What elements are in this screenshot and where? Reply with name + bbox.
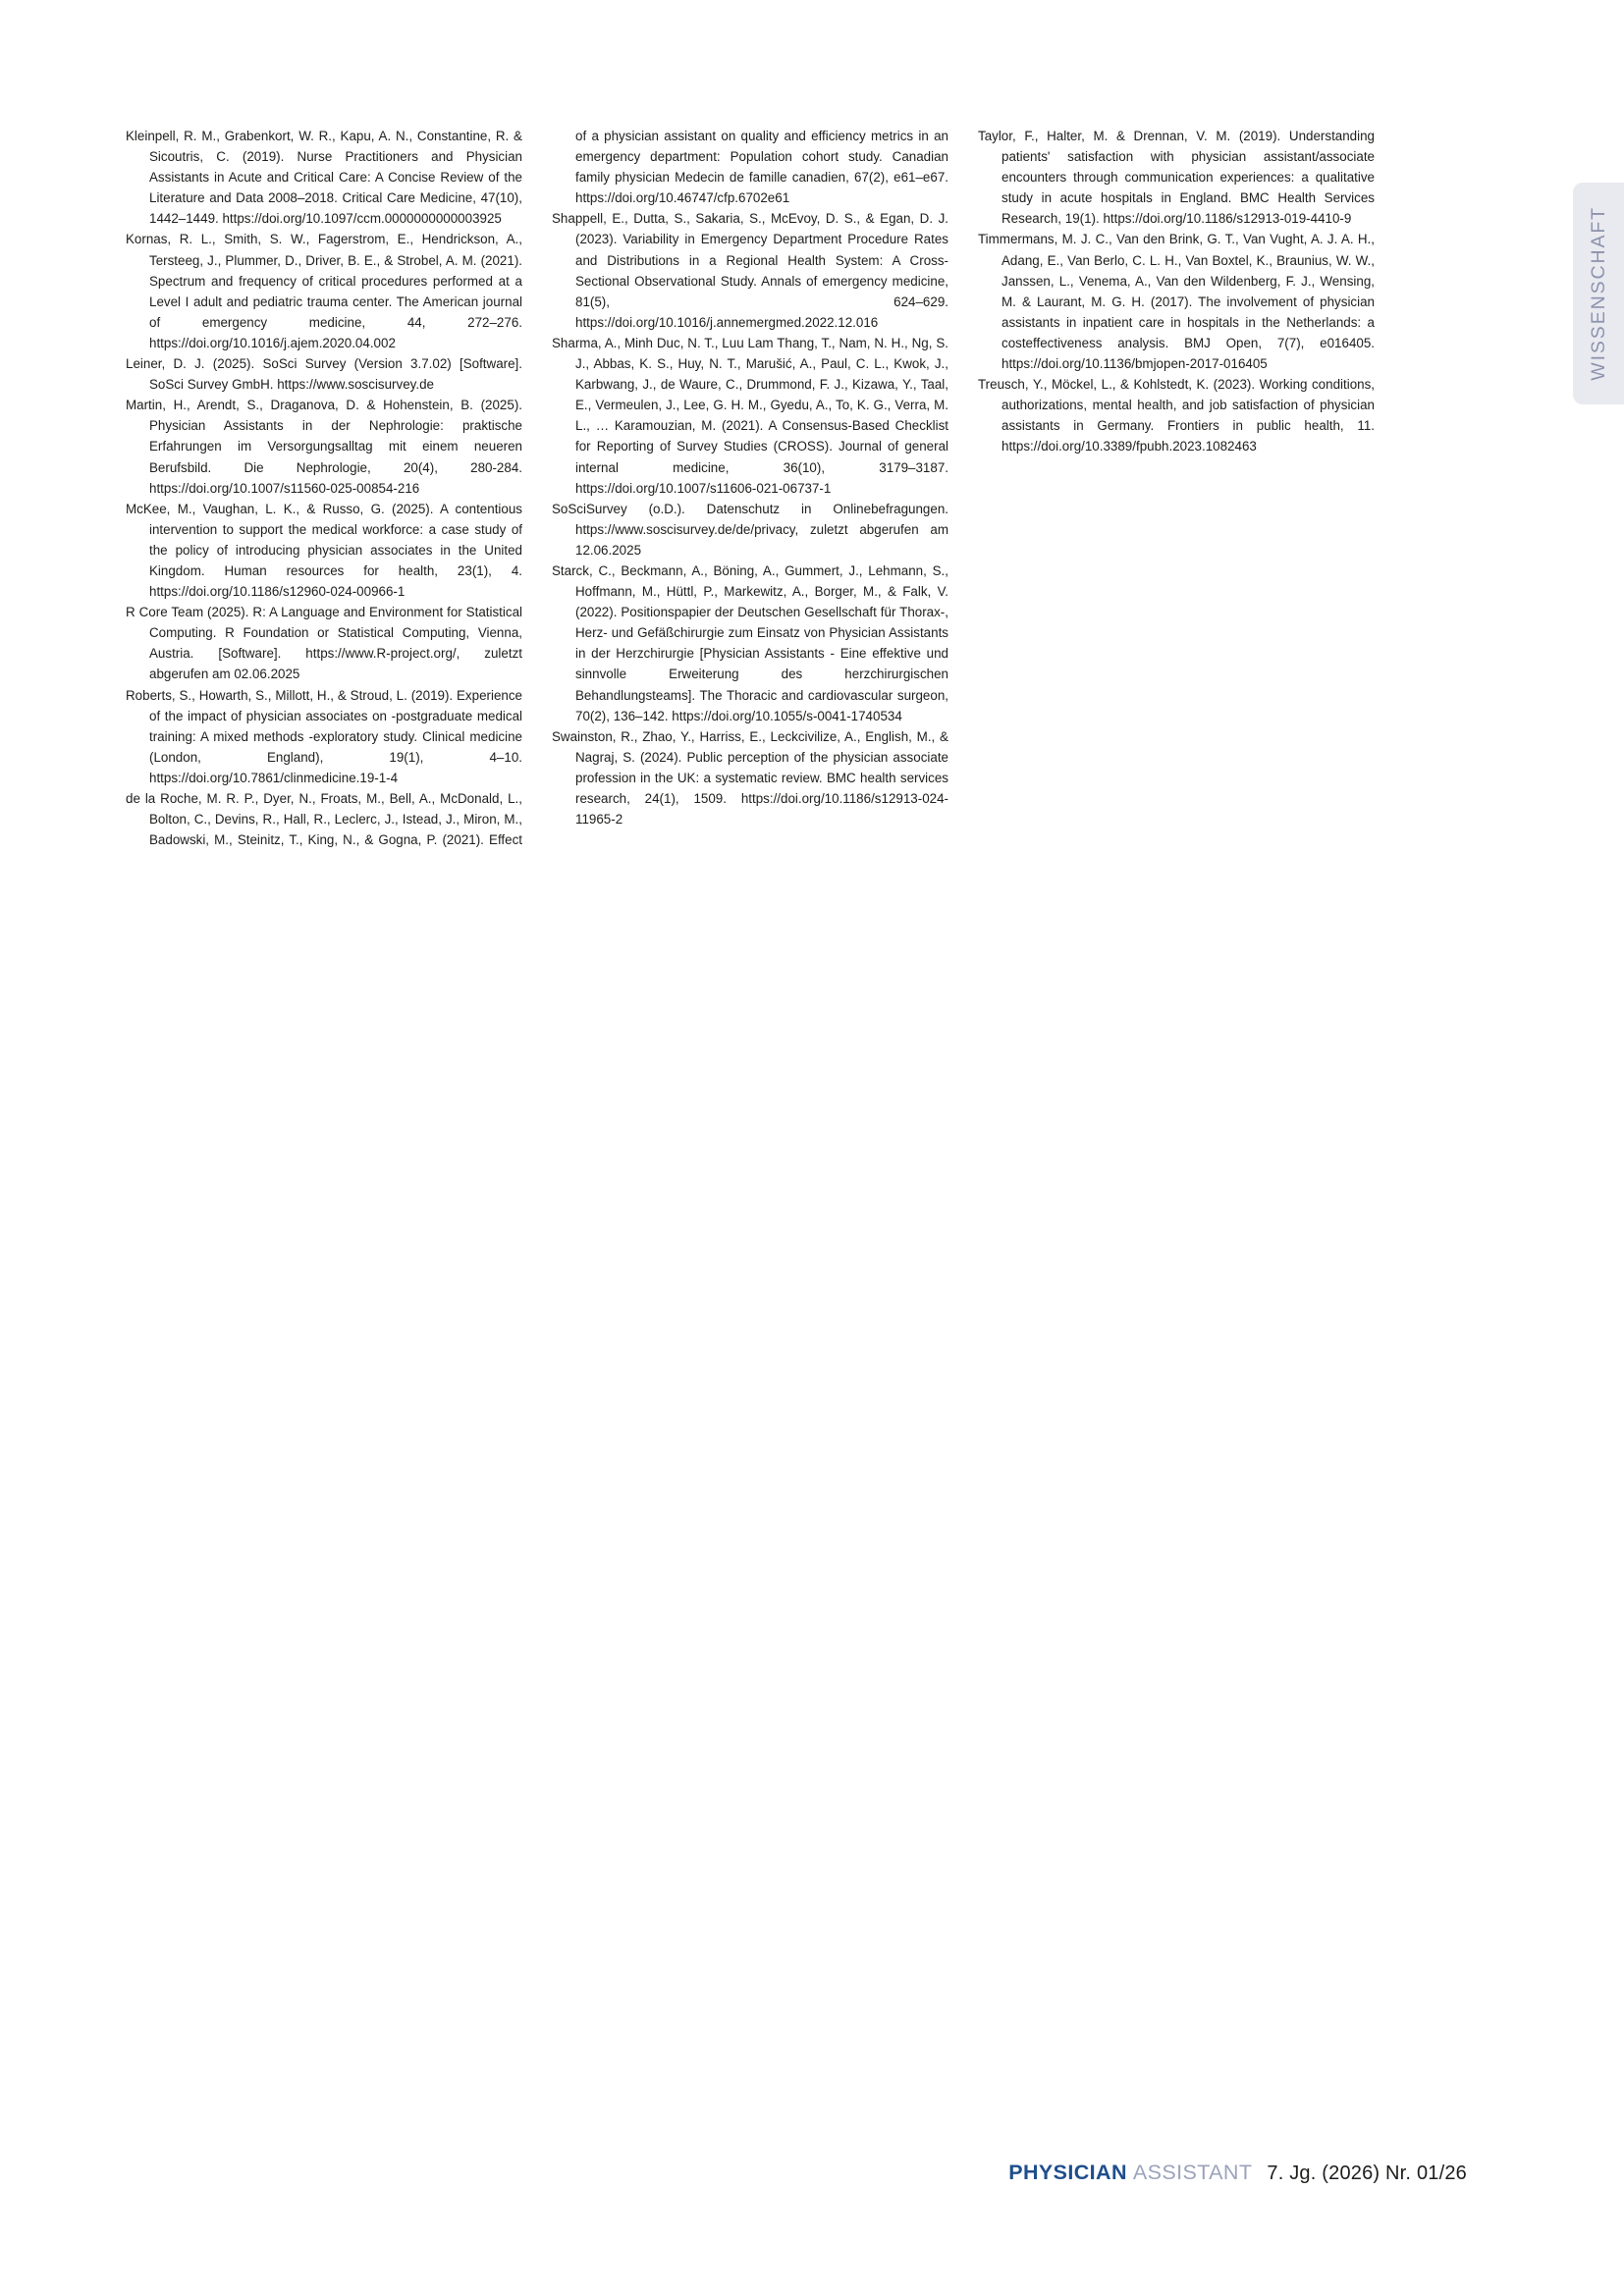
brand-secondary: ASSISTANT bbox=[1132, 2161, 1253, 2184]
page-footer bbox=[0, 2161, 1624, 2185]
issue-info: 7. Jg. (2026) Nr. 01/26 bbox=[1267, 2163, 1467, 2184]
reference-entry: Taylor, F., Halter, M. & Drennan, V. M. (2019). Understanding patients' satisfaction with physician assistant/associate encounters through communication experiences: a qualitative study in acute hospitals in England. BMC Health Services Research, 19(1). https://doi.org/10.1186/s12913-019-4410-9 bbox=[978, 129, 1375, 227]
section-side-tab bbox=[1573, 183, 1624, 404]
side-tab-label: WISSENSCHAFT bbox=[1587, 206, 1609, 381]
brand-primary: PHYSICIAN bbox=[1008, 2161, 1127, 2184]
reference-entry: Starck, C., Beckmann, A., Böning, A., Gummert, J., Lehmann, S., Hoffmann, M., Hüttl, P., Markewitz, A., Borger, M., & Falk, V. (2022). Positionspapier der Deutschen Gesellschaft für Thorax-, Herz- und Gefäßchirurgie zum Einsatz von Physician Assistants in der Herzchirurgie [Physician Assistants - Eine effektive und sinnvolle Erweiterung des herzchirurgischen Behandlungsteams]. The Thoracic and cardiovascular surgeon, 70(2), 136–142. https://doi.org/10.1055/s-0041-1740534 bbox=[552, 562, 948, 723]
reference-list bbox=[126, 126, 1375, 852]
reference-entry: Kleinpell, R. M., Grabenkort, W. R., Kapu, A. N., Constantine, R. & Sicoutris, C. (2019). Nurse Practitioners and Physician Assistants in Acute and Critical Care: A Concise Review of the Literature and Data 2008–2018. Critical Care Medicine, 47(10), 1442–1449. https://doi.org/10.1097/ccm.0000000000003925 bbox=[126, 129, 522, 227]
reference-entry: Sharma, A., Minh Duc, N. T., Luu Lam Thang, T., Nam, N. H., Ng, S. J., Abbas, K. S., Huy, N. T., Marušić, A., Paul, C. L., Kwok, J., Karbwang, J., de Waure, C., Drummond, F. J., Kizawa, Y., Taal, E., Vermeulen, J., Lee, G. H. M., Gyedu, A., To, K. G., Verra, M. L., … Karamouzian, M. (2021). A Consensus-Based Checklist for Reporting of Survey Studies (CROSS). Journal of general internal medicine, 36(10), 3179–3187. https://doi.org/10.1007/s11606-021-06737-1 bbox=[552, 335, 948, 496]
reference-entry: Treusch, Y., Möckel, L., & Kohlstedt, K. (2023). Working conditions, authorizations, mental health, and job satisfaction of physician assistants in Germany. Frontiers in public health, 11. https://doi.org/10.3389/fpubh.2023.1082463 bbox=[978, 377, 1375, 454]
reference-entry: Timmermans, M. J. C., Van den Brink, G. T., Van Vught, A. J. A. H., Adang, E., Van Berlo, C. L. H., Van Boxtel, K., Braunius, W. W., Janssen, L., Venema, A., Van den Wildenberg, F. J., Wensing, M. & Laurant, M. G. H. (2017). The involvement of physician assistants in inpatient care in hospitals in the Netherlands: a costeffectiveness analysis. BMJ Open, 7(7), e016405. https://doi.org/10.1136/bmjopen-2017-016405 bbox=[978, 232, 1375, 372]
reference-entry: Roberts, S., Howarth, S., Millott, H., & Stroud, L. (2019). Experience of the impact of physician associates on -postgraduate medical training: A mixed methods -exploratory study. Clinical medicine (London, England), 19(1), 4–10. https://doi.org/10.7861/clinmedicine.19-1-4 bbox=[126, 687, 522, 785]
reference-entry: R Core Team (2025). R: A Language and Environment for Statistical Computing. R Foundation or Statistical Computing, Vienna, Austria. [Software]. https://www.R-project.org/, zuletzt abgerufen am 02.06.2025 bbox=[126, 605, 522, 682]
reference-entry: Leiner, D. J. (2025). SoSci Survey (Version 3.7.02) [Software]. SoSci Survey GmbH. https://www.soscisurvey.de bbox=[126, 356, 522, 393]
reference-entry: Shappell, E., Dutta, S., Sakaria, S., McEvoy, D. S., & Egan, D. J. (2023). Variability in Emergency Department Procedure Rates and Distributions in a Regional Health System: A Cross-Sectional Observational Study. Annals of emergency medicine, 81(5), 624–629. https://doi.org/10.1016/j.annemergmed.2022.12.016 bbox=[552, 211, 948, 330]
reference-entry: Kornas, R. L., Smith, S. W., Fagerstrom, E., Hendrickson, A., Tersteeg, J., Plummer, D., Driver, B. E., & Strobel, A. M. (2021). Spectrum and frequency of critical procedures performed at a Level I adult and pediatric trauma center. The American journal of emergency medicine, 44, 272–276. https://doi.org/10.1016/j.ajem.2020.04.002 bbox=[126, 232, 522, 350]
reference-entry: Swainston, R., Zhao, Y., Harriss, E., Leckcivilize, A., English, M., & Nagraj, S. (2024). Public perception of the physician associate profession in the UK: a systematic review. BMC health services research, 24(1), 1509. https://doi.org/10.1186/s12913-024-11965-2 bbox=[552, 728, 948, 828]
reference-entry: Martin, H., Arendt, S., Draganova, D. & Hohenstein, B. (2025). Physician Assistants in der Nephrologie: praktische Erfahrungen im Versorgungsalltag mit einem neueren Berufsbild. Die Nephrologie, 20(4), 280-284. https://doi.org/10.1007/s11560-025-00854-216 bbox=[126, 398, 522, 496]
reference-entry: SoSciSurvey (o.D.). Datenschutz in Onlinebefragungen. https://www.soscisurvey.de/de/privacy, zuletzt abgerufen am 12.06.2025 bbox=[552, 501, 948, 558]
journal-logo bbox=[1008, 2161, 1252, 2185]
reference-entry: McKee, M., Vaughan, L. K., & Russo, G. (2025). A contentious intervention to support the medical workforce: a case study of the policy of introducing physician associates in the United Kingdom. Human resources for health, 23(1), 4. https://doi.org/10.1186/s12960-024-00966-1 bbox=[126, 501, 522, 600]
reference-entry: de la Roche, M. R. P., Dyer, N., Froats, M., Bell, A., McDonald, L., Bolton, C., Devins, R., Hall, R., Leclerc, J., Istead, J., Miron, M., Badowski, M., Steinitz, T., King, N., & Gogna, P. (2021). Effect of a physician assistant on quality and efficiency metrics in an emergency department: Population cohort study. Canadian family physician Medecin de famille canadien, 67(2), e61–e67. https://doi.org/10.46747/cfp.6702e61 bbox=[126, 129, 948, 848]
